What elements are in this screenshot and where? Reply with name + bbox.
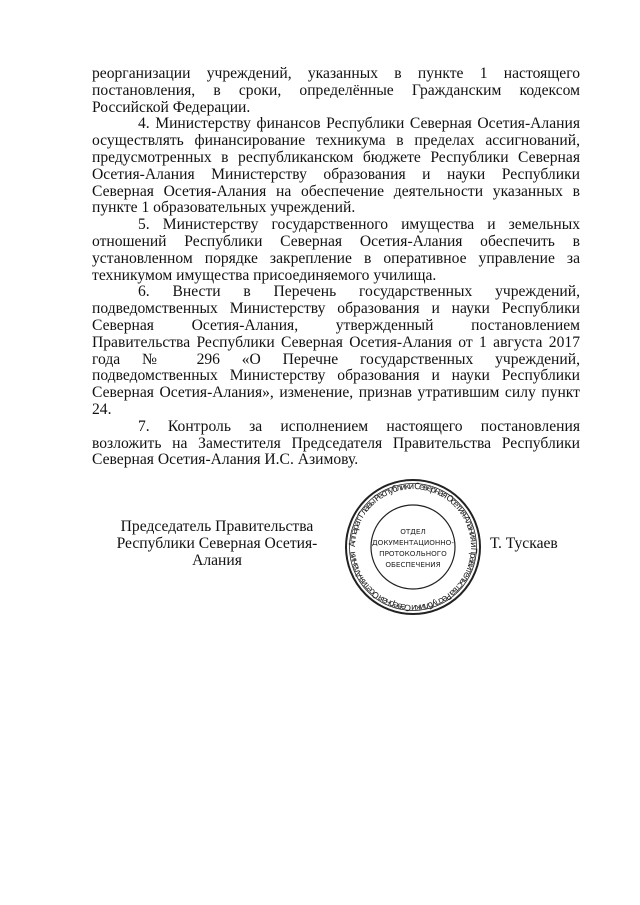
signatory-position	[92, 518, 342, 569]
paragraph-6: 6. Внести в Перечень государственных учреждений, подведомственных Министерству образования и науки Республики Северная Осетия-Алания, утвержденный постановлением Правительства Республики Северная Осетия-Алания от 1 августа 2017 года № 296 «О Перечне государственных учреждений, подведомственных Министерству образования и науки Республики Северная Осетия-Алания», изменение, признав утратившим силу пункт 24.	[92, 283, 580, 418]
seal-center-line-3: ПРОТОКОЛЬНОГО	[379, 549, 447, 558]
document-body	[92, 66, 580, 469]
seal-center-line-1: ОТДЕЛ	[400, 527, 426, 536]
paragraph-7: 7. Контроль за исполнением настоящего постановления возложить на Заместителя Председателя Правительства Республики Северная Осетия-Алания И.С. Азимову.	[92, 417, 580, 469]
seal-outer-ring	[346, 480, 480, 614]
seal-inner-ring	[371, 505, 455, 589]
seal-center-line-2: ДОКУМЕНТАЦИОННО-	[372, 538, 454, 547]
official-seal	[344, 478, 482, 616]
seal-outer-text: Аппарат Главы Республики Северная Осетия-Алания и Правительства Республики Северная Осетия-Алания	[347, 481, 479, 613]
seal-icon	[344, 478, 482, 616]
position-line-2: Республики Северная Осетия-Алания	[116, 535, 318, 569]
signatory-name: Т. Тускаев	[490, 535, 558, 552]
paragraph-continuation: реорганизации учреждений, указанных в пункте 1 настоящего постановления, в сроки, определённые Гражданским кодексом Российской Федерации.	[92, 65, 580, 116]
seal-center-line-4: ОБЕСПЕЧЕНИЯ	[385, 560, 441, 569]
paragraph-4: 4. Министерству финансов Республики Северная Осетия-Алания осуществлять финансирование техникума в пределах ассигнований, предусмотренных в республиканском бюджете Республики Северная Осетия-Алания Министерству образования и науки Республики Северная Осетия-Алания на обеспечение деятельности указанных в пункте 1 образовательных учреждений.	[92, 115, 580, 217]
position-line-1: Председатель Правительства	[120, 518, 314, 535]
paragraph-5: 5. Министерству государственного имущества и земельных отношений Республики Северная Осетия-Алания обеспечить в установленном порядке закрепление в оперативное управление за техникумом имущества присоединяемого училища.	[92, 216, 580, 284]
